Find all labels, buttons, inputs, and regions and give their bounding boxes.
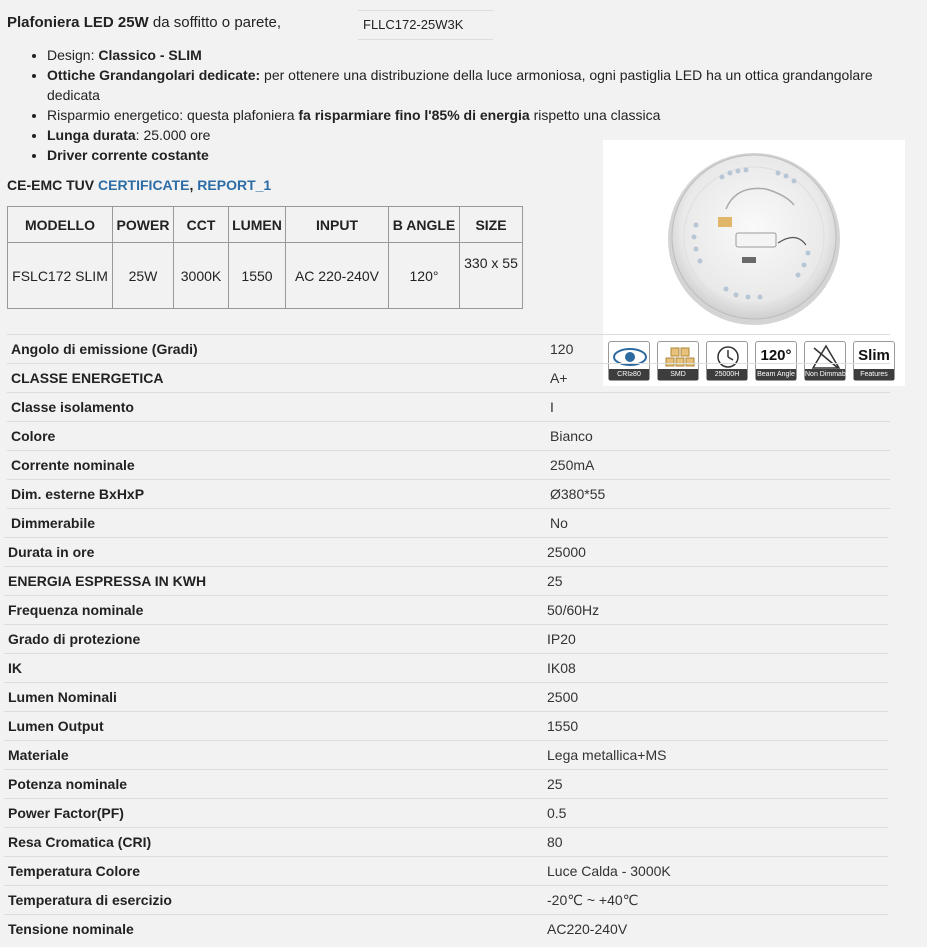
spec-table-header-row (8, 207, 523, 243)
property-value: Bianco (550, 428, 593, 444)
certification-label: CE-EMC TUV (7, 177, 98, 193)
feature-highlight: Classico - SLIM (98, 47, 202, 63)
icon-caption: 25000H (707, 369, 747, 380)
property-name: Lumen Output (8, 718, 104, 734)
property-value: AC220-240V (547, 921, 628, 937)
feature-highlight: fa risparmiare fino l'85% di energia (298, 107, 530, 123)
property-value: Luce Calda - 3000K (547, 863, 671, 879)
icon-caption: Beam Angle (757, 371, 795, 378)
spec-cell: 330 x 55 (460, 243, 523, 309)
property-name: Power Factor(PF) (8, 805, 124, 821)
property-value: 25000 (547, 544, 586, 560)
spec-header-cell: POWER (113, 207, 174, 243)
property-value: 0.5 (547, 805, 567, 821)
feature-text: Design: (47, 47, 99, 63)
certification-line (7, 177, 271, 193)
property-row (4, 682, 888, 712)
property-value: 250mA (550, 457, 595, 473)
spec-cell: 25W (113, 243, 174, 309)
feature-text: rispetto una classica (529, 107, 661, 123)
property-value: Ø380*55 (550, 486, 606, 502)
product-title-rest: da soffitto o parete, (148, 14, 282, 31)
spec-header-cell: INPUT (286, 207, 389, 243)
property-name: Colore (11, 428, 56, 444)
property-name: Corrente nominale (11, 457, 135, 473)
property-row (4, 856, 888, 886)
spec-header-cell: CCT (174, 207, 229, 243)
property-row (4, 711, 888, 741)
spec-table (7, 206, 523, 309)
property-row (4, 653, 888, 683)
property-value: 50/60Hz (547, 602, 600, 618)
property-name: Durata in ore (8, 544, 95, 560)
property-name: ENERGIA ESPRESSA IN KWH (8, 573, 207, 589)
report-link[interactable]: REPORT_1 (197, 177, 272, 193)
spec-header-cell: B ANGLE (389, 207, 460, 243)
product-title (7, 14, 281, 31)
property-row (7, 508, 890, 538)
property-name: Temperatura di esercizio (8, 892, 172, 908)
feature-highlight: Driver corrente costante (47, 147, 209, 163)
property-value: IK08 (547, 660, 576, 676)
property-value: IP20 (547, 631, 576, 647)
spec-cell: 3000K (174, 243, 229, 309)
property-row (7, 450, 890, 480)
property-name: Lumen Nominali (8, 689, 117, 705)
ceiling-lamp-image (666, 145, 842, 335)
property-name: Resa Cromatica (CRI) (8, 834, 152, 850)
feature-text: Risparmio energetico: questa plafoniera (47, 107, 299, 123)
property-row (4, 827, 888, 857)
property-name: Dimmerabile (11, 515, 96, 531)
spec-header-cell: SIZE (460, 207, 523, 243)
property-row (4, 740, 888, 770)
property-row (7, 392, 890, 422)
property-name: Classe isolamento (11, 399, 134, 415)
property-row (4, 566, 888, 596)
icon-caption: Non Dimmable (805, 371, 852, 378)
property-name: IK (8, 660, 22, 676)
property-value: I (550, 399, 554, 415)
product-code: FLLC172-25W3K (358, 10, 493, 40)
property-value: 25 (547, 776, 563, 792)
property-name: Materiale (8, 747, 69, 763)
property-name: Tensione nominale (8, 921, 134, 937)
feature-item (47, 65, 927, 105)
property-name: Temperatura Colore (8, 863, 140, 879)
property-row (4, 595, 888, 625)
feature-item (47, 45, 927, 65)
icon-caption: SMD (658, 369, 698, 380)
property-row (4, 798, 888, 828)
icon-label: 120° (760, 347, 792, 364)
property-name: CLASSE ENERGETICA (11, 370, 164, 386)
property-name: Potenza nominale (8, 776, 128, 792)
property-name: Angolo di emissione (Gradi) (11, 341, 198, 357)
property-row (4, 624, 888, 654)
icon-caption: CRI≥80 (609, 369, 649, 380)
property-value: A+ (550, 370, 568, 386)
feature-highlight: Ottiche Grandangolari dedicate: (47, 67, 261, 83)
property-name: Dim. esterne BxHxP (11, 486, 145, 502)
spec-cell: FSLC172 SLIM (8, 243, 113, 309)
spec-cell: 1550 (229, 243, 286, 309)
property-name: Frequenza nominale (8, 602, 144, 618)
property-value: 120 (550, 341, 574, 357)
property-value: 1550 (547, 718, 579, 734)
spec-cell: AC 220-240V (286, 243, 389, 309)
spec-header-cell: LUMEN (229, 207, 286, 243)
certificate-link[interactable]: CERTIFICATE (98, 177, 190, 193)
product-title-bold: Plafoniera LED 25W (7, 14, 149, 31)
property-row (7, 334, 890, 364)
property-row (7, 479, 890, 509)
property-value: 80 (547, 834, 563, 850)
feature-text: per ottenere una distribuzione della luce armoniosa, ogni pastiglia LED ha un ottica grandangolare dedicata (47, 67, 873, 103)
property-value: 2500 (547, 689, 579, 705)
spec-cell: 120° (389, 243, 460, 309)
property-row (4, 914, 888, 944)
feature-text: : 25.000 ore (135, 127, 211, 143)
spec-header-cell: MODELLO (8, 207, 113, 243)
property-row (4, 885, 888, 915)
property-row (7, 363, 890, 393)
property-value: No (550, 515, 568, 531)
property-value: Lega metallica+MS (547, 747, 667, 763)
feature-item (47, 105, 927, 125)
feature-highlight: Lunga durata (47, 127, 136, 143)
property-name: Grado di protezione (8, 631, 141, 647)
spec-table-row (8, 243, 523, 309)
property-row (7, 421, 890, 451)
property-value: -20℃ ~ +40℃ (547, 892, 639, 908)
property-row (4, 769, 888, 799)
icon-caption: Features (854, 369, 894, 380)
property-row (4, 537, 888, 567)
property-value: 25 (547, 573, 563, 589)
certification-separator: , (189, 177, 198, 193)
icon-label: Slim (858, 347, 890, 364)
